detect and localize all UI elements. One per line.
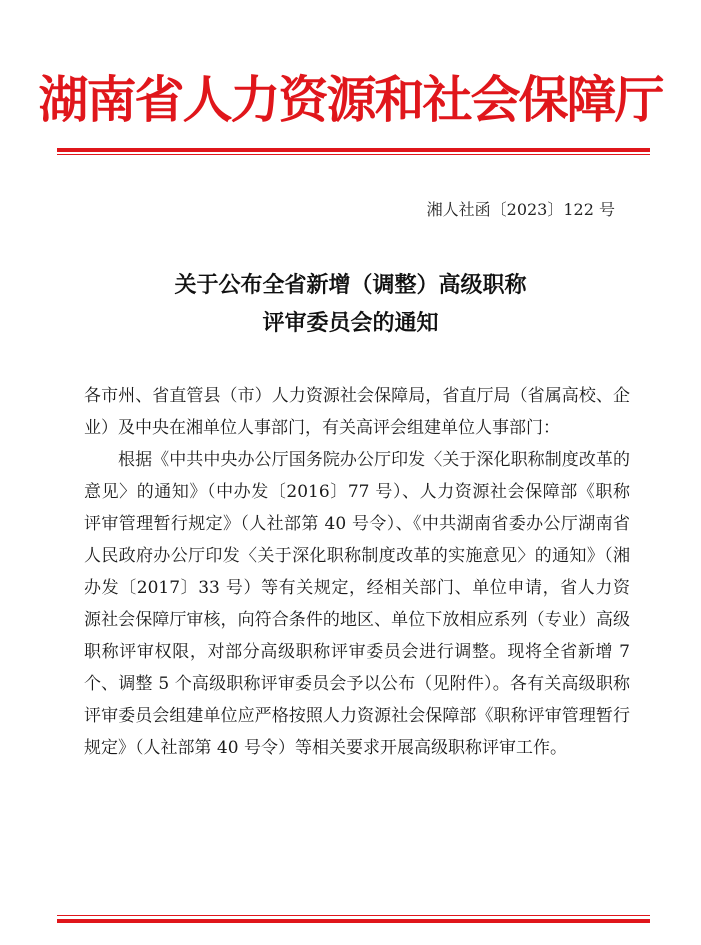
letterhead-rule-thick [57,148,650,152]
document-body [84,380,630,764]
body-paragraph: 根据《中共中央办公厅国务院办公厅印发〈关于深化职称制度改革的意见〉的通知》（中办发〔2016〕77 号）、人力资源社会保障部《职称评审管理暂行规定》（人社部第 40 号令）、《中共湖南省委办公厅湖南省人民政府办公厅印发〈关于深化职称制度改革的实施意见〉的通知》（湘办发〔2017〕33 号）等有关规定，经相关部门、单位申请，省人力资源社会保障厅审核，向符合条件的地区、单位下放相应系列（专业）高级职称评审权限，对部分高级职称评审委员会进行调整。现将全省新增 7 个、调整 5 个高级职称评审委员会予以公布（见附件）。各有关高级职称评审委员会组建单位应严格按照人力资源社会保障部《职称评审管理暂行规定》（人社部第 40 号令）等相关要求开展高级职称评审工作。 [84,450,630,758]
letterhead-org-name: 湖南省人力资源和社会保障厅 [38,70,663,129]
footer-rule-thin [57,915,650,916]
document-title [0,266,701,342]
document-number: 湘人社函〔2023〕122 号 [426,200,615,219]
footer-rule-thick [57,919,650,923]
letterhead-rule-thin [57,154,650,155]
document-title-line-2: 评审委员会的通知 [262,310,439,336]
document-title-line-1: 关于公布全省新增（调整）高级职称 [174,272,527,298]
salutation: 各市州、省直管县（市）人力资源社会保障局，省直厅局（省属高校、企业）及中央在湘单位人事部门，有关高评会组建单位人事部门： [84,386,630,438]
